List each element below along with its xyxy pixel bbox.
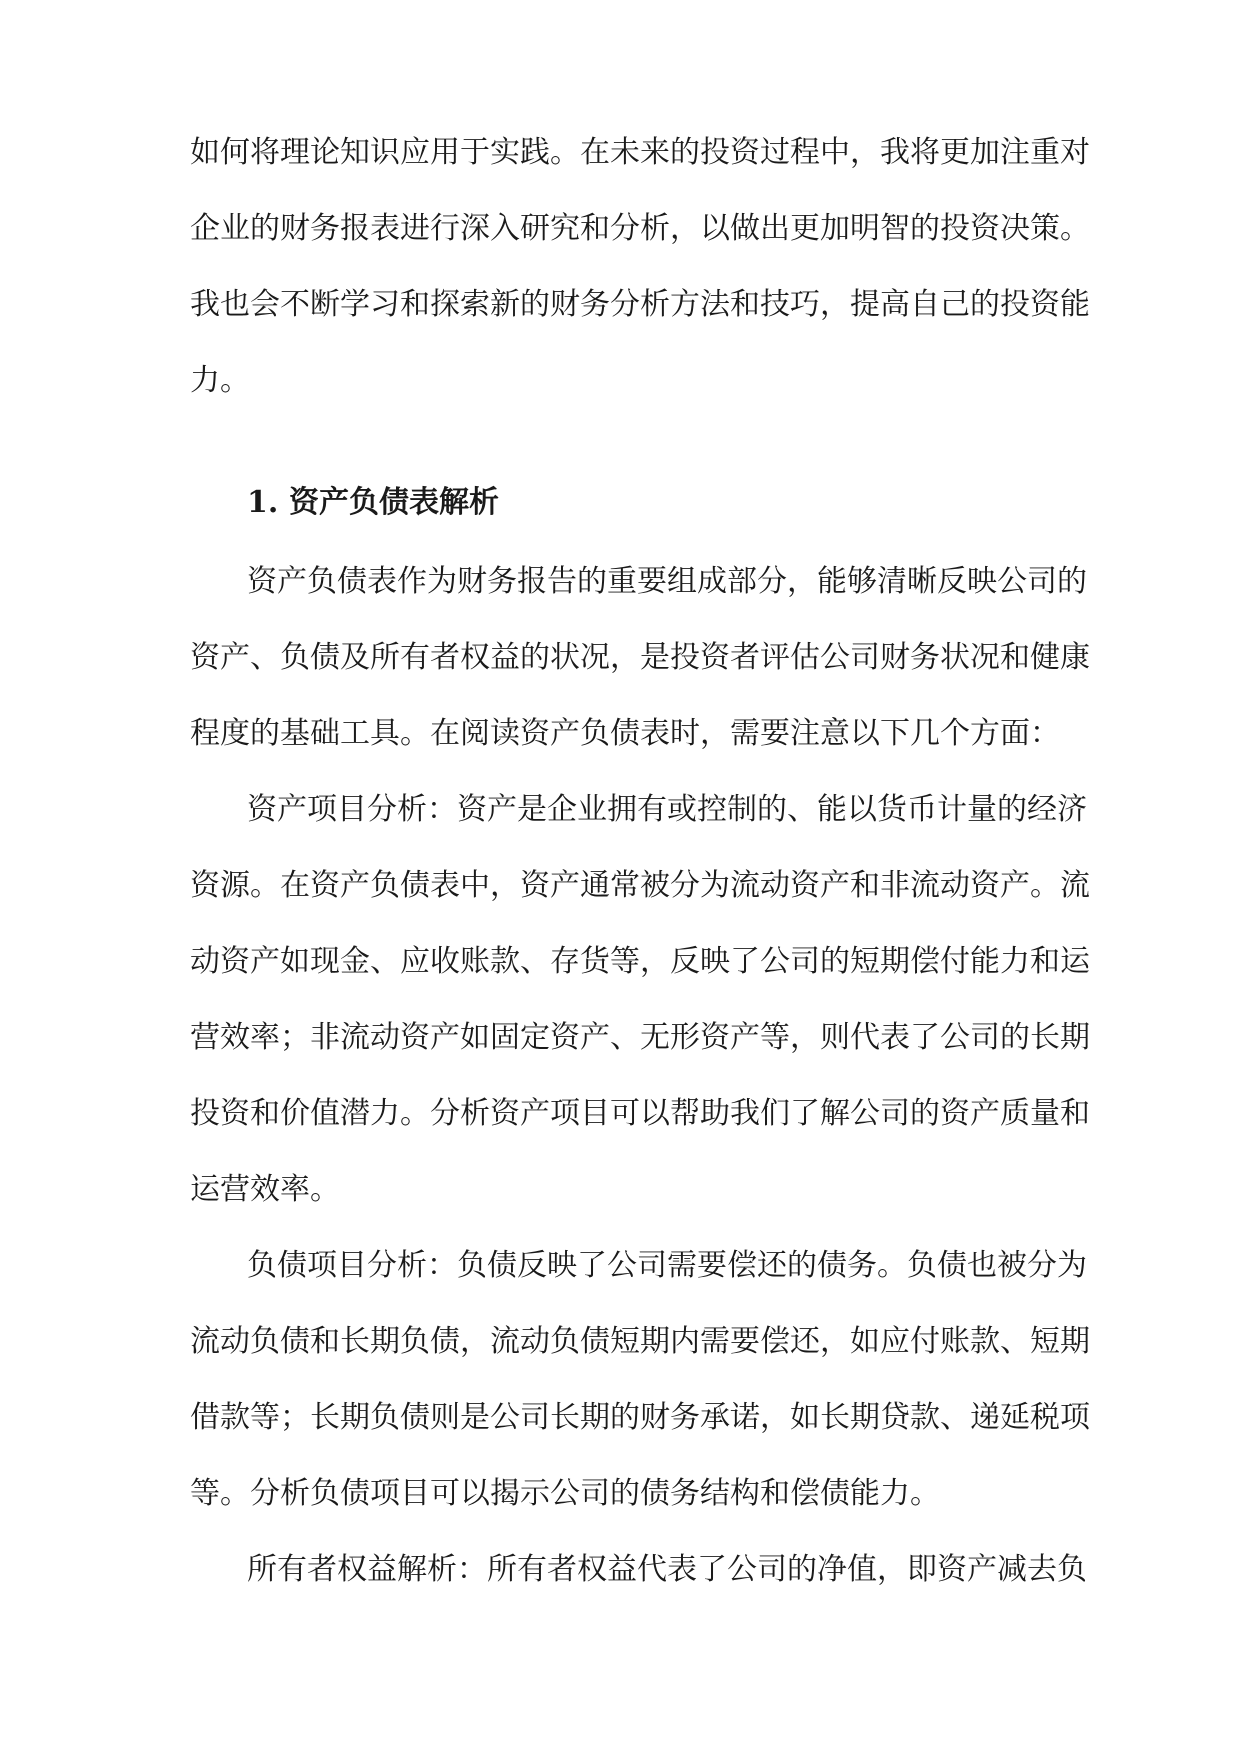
text-line: 资产负债表作为财务报告的重要组成部分，能够清晰反映公司的 — [247, 564, 1087, 599]
text-line: 如何将理论知识应用于实践。在未来的投资过程中，我将更加注重对 — [190, 135, 1090, 170]
text-line: 负债项目分析：负债反映了公司需要偿还的债务。负债也被分为 — [247, 1248, 1087, 1283]
section-heading-number: 1. — [247, 485, 279, 520]
text-line: 运营效率。 — [190, 1172, 340, 1207]
section-heading-text: 资产负债表解析 — [289, 485, 499, 520]
text-line: 程度的基础工具。在阅读资产负债表时，需要注意以下几个方面： — [190, 716, 1060, 751]
text-line: 借款等；长期负债则是公司长期的财务承诺，如长期贷款、递延税项 — [190, 1400, 1090, 1435]
text-line: 我也会不断学习和探索新的财务分析方法和技巧，提高自己的投资能 — [190, 287, 1090, 322]
text-line: 等。分析负债项目可以揭示公司的债务结构和偿债能力。 — [190, 1476, 940, 1511]
text-line: 投资和价值潜力。分析资产项目可以帮助我们了解公司的资产质量和 — [190, 1096, 1090, 1131]
text-line: 动资产如现金、应收账款、存货等，反映了公司的短期偿付能力和运 — [190, 944, 1090, 979]
text-line: 企业的财务报表进行深入研究和分析，以做出更加明智的投资决策。 — [190, 211, 1090, 246]
text-line: 流动负债和长期负债，流动负债短期内需要偿还，如应付账款、短期 — [190, 1324, 1090, 1359]
text-line: 力。 — [190, 363, 250, 398]
text-line: 资源。在资产负债表中，资产通常被分为流动资产和非流动资产。流 — [190, 868, 1090, 903]
section-heading — [247, 483, 499, 523]
text-line: 资产、负债及所有者权益的状况，是投资者评估公司财务状况和健康 — [190, 640, 1090, 675]
text-line: 营效率；非流动资产如固定资产、无形资产等，则代表了公司的长期 — [190, 1020, 1090, 1055]
text-line: 所有者权益解析：所有者权益代表了公司的净值，即资产减去负 — [247, 1552, 1087, 1587]
text-line: 资产项目分析：资产是企业拥有或控制的、能以货币计量的经济 — [247, 792, 1087, 827]
